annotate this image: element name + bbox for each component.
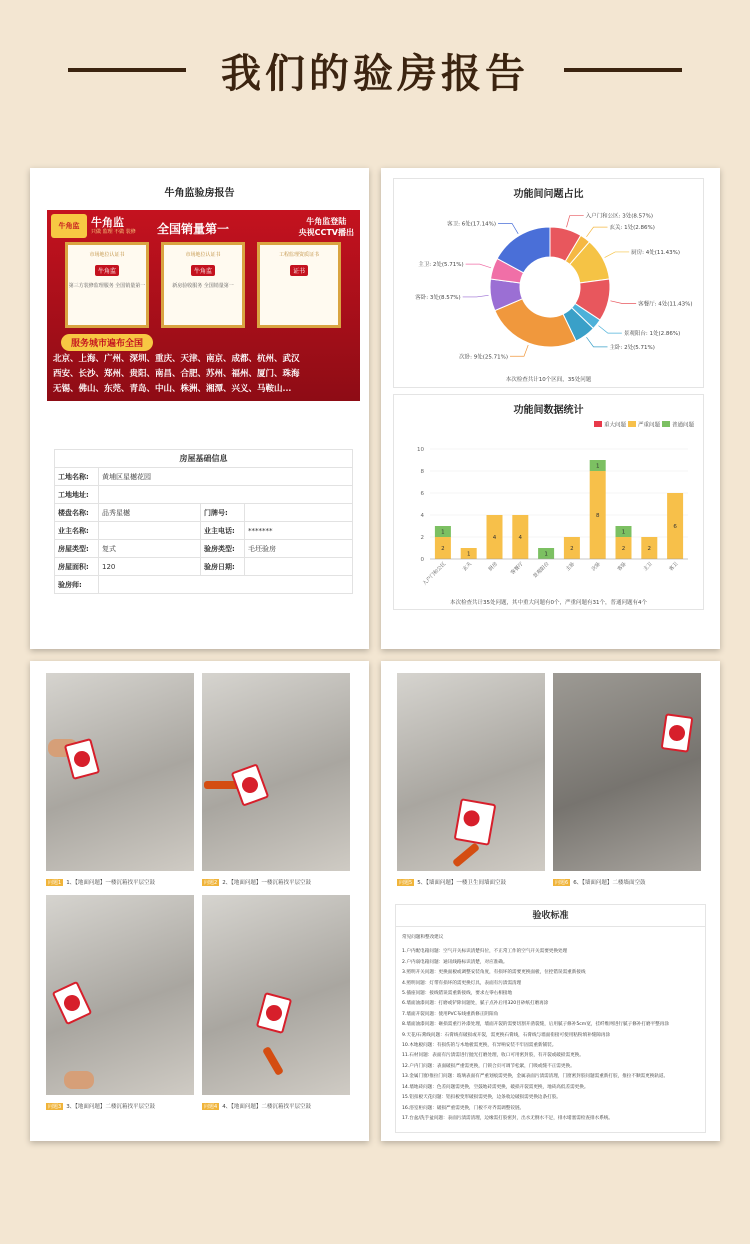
- standards-list: [402, 947, 699, 1124]
- pie-slice-label: 玄关: 1处(2.86%): [609, 225, 655, 232]
- standards-title: 验收标准: [396, 905, 705, 927]
- inspection-photo-5: [397, 673, 545, 871]
- standard-item: 3.照明开关问题：更换面板或调整安装角度，有损坏的需要更换面板，位控错误需重新接线: [402, 970, 586, 976]
- caption-text: 6、【墙面问题】二楼墙面空鼓: [573, 880, 646, 886]
- pie-leader-line: [605, 252, 630, 258]
- bar-value-label: 2: [570, 546, 574, 552]
- standard-item: 15.铝扣板天花问题：铝扣板变形破损需更换，边条收边破损需更换边条打胶。: [402, 1095, 561, 1101]
- x-tick-label: 客卧: [616, 561, 628, 573]
- bar-value-label: 2: [441, 546, 445, 552]
- certificate-desc: 第三方装修监理服务 全国销量第一: [68, 283, 146, 289]
- certificate-title: 市场地位认证书: [185, 252, 221, 258]
- standard-item: 9.天花/石膏线问题：石膏线有破损或开裂，需更换石膏线，石膏线与墙面衔接可使用粘粉填补缝隙再涂: [402, 1032, 611, 1038]
- page-title: 我们的验房报告: [221, 51, 529, 97]
- pie-leader-line: [610, 301, 636, 304]
- inspection-sign-image: [661, 713, 694, 753]
- site-label: 工地名称:: [55, 468, 99, 486]
- acceptance-standards: [395, 904, 706, 1133]
- cities-line: 西安、长沙、郑州、贵阳、南昌、合肥、苏州、福州、厦门、珠海: [53, 369, 300, 379]
- standard-item: 12.户内门问题：表面破损严重需更换，门锁合页可调节松紧，门吸或缝不正需更换。: [402, 1063, 575, 1069]
- tool-handle-image: [452, 842, 480, 867]
- building-label: 楼盘名称:: [55, 504, 99, 522]
- service-cities: [53, 352, 353, 397]
- inspection-sign-image: [64, 738, 100, 780]
- door-label: 门牌号:: [201, 504, 245, 522]
- issue-number-badge: 问题5: [399, 880, 413, 886]
- report-title: 牛角监验房报告: [164, 188, 235, 199]
- photo-caption-2: [202, 878, 311, 886]
- pie-leader-line: [466, 264, 491, 268]
- certificate-desc: 新房验收服务 全国销量第一: [172, 283, 234, 289]
- legend-swatch: [628, 421, 636, 427]
- standard-item: 13.金属门窗/推拉门问题：玻璃表面有严重划痕需更换，金属表面污渍需清理，门窗密封胶问题需重新打胶，推拉不顺需更换轨道。: [402, 1074, 669, 1080]
- x-tick-label: 客餐厅: [509, 561, 525, 577]
- caption-text: 3、【地面问题】二楼沉箱找平层空鼓: [66, 1104, 155, 1110]
- house-info-heading: 房屋基础信息: [55, 450, 353, 468]
- pie-slice-label: 客卧: 3处(8.57%): [415, 294, 461, 301]
- photo-caption-1: [46, 878, 155, 886]
- photo-caption-5: [397, 878, 506, 886]
- date-label: 验房日期:: [201, 558, 245, 576]
- standard-item: 14.墙地砖问题：色差问题需更换，空鼓地砖需更换，破损开裂需更换，地砖高低差需更换。: [402, 1084, 589, 1090]
- legend-label: 重大问题: [604, 422, 627, 429]
- pie-slice-label: 客卫: 6处(17.14%): [447, 221, 497, 228]
- caption-text: 2、【地面问题】一楼沉箱找平层空鼓: [222, 880, 311, 886]
- inspector-label: 验房师:: [55, 576, 99, 594]
- inspection-sign-image: [231, 763, 270, 806]
- banner-brand: 牛角监: [91, 216, 124, 229]
- bar-value-label: 1: [544, 551, 548, 558]
- address-value: [99, 486, 353, 504]
- bar-value-label: 1: [621, 529, 626, 536]
- legend-label: 严重问题: [638, 422, 661, 429]
- standard-item: 7.墙面开裂问题：使用PVC布线重新修正阴阳角: [402, 1011, 499, 1017]
- inspection-photo-6: [553, 673, 701, 871]
- photos-card-1: [30, 661, 369, 1141]
- pie-slice-label: 厨房: 4处(11.43%): [631, 249, 681, 256]
- address-label: 工地地址:: [55, 486, 99, 504]
- banner-cctv-line2: 央视CCTV播出: [298, 228, 354, 237]
- pie-slice-label: 次卧: 9处(25.71%): [459, 354, 508, 361]
- photo-caption-6: [553, 878, 645, 886]
- banner-cctv-line1: 牛角监登陆: [306, 217, 347, 226]
- pie-leader-line: [463, 295, 489, 297]
- y-tick-label: 8: [420, 469, 424, 475]
- issue-number-badge: 问题3: [48, 1104, 62, 1110]
- bar-value-label: 2: [621, 546, 626, 552]
- banner-headline: 全国销量第一: [157, 222, 230, 236]
- bar-caption: 本次检查共计35处问题，其中重大问题有0个，严重问题有31个，普通问题有4个: [450, 600, 647, 606]
- y-tick-label: 0: [420, 557, 424, 563]
- door-value: [245, 504, 353, 522]
- standards-intro: 常见问题和整改建议: [402, 935, 444, 940]
- owner-value: [99, 522, 201, 540]
- service-cities-pill: 服务城市遍布全国: [61, 334, 153, 351]
- inspector-value: [99, 576, 353, 594]
- cities-line: 北京、上海、广州、深圳、重庆、天津、南京、成都、杭州、武汉: [53, 354, 300, 364]
- standard-item: 16.浴室柜问题：破损严重需更换，门板不对齐需调整铰链。: [402, 1105, 525, 1111]
- inspection-sign-image: [454, 798, 497, 846]
- report-cover-card: [30, 168, 369, 649]
- tool-handle-image: [262, 1046, 284, 1076]
- inspection-sign-image: [256, 992, 292, 1034]
- photo-caption-3: [46, 1102, 155, 1110]
- certificate-label: 证书: [290, 265, 308, 276]
- inspection-sign-image: [52, 981, 93, 1025]
- photo-caption-4: [202, 1102, 311, 1110]
- house-type-label: 房屋类型:: [55, 540, 99, 558]
- x-tick-label: 厨房: [487, 561, 499, 573]
- pie-leader-line: [586, 227, 607, 237]
- banner-cctv: [299, 216, 354, 238]
- caption-text: 1、【地面问题】一楼沉箱找平层空鼓: [66, 880, 155, 886]
- standard-item: 10.木地板问题：有损伤的与木地板需更换，有异响安装不牢固需重新铺装。: [402, 1043, 557, 1049]
- bar-chart: [394, 417, 705, 593]
- y-tick-label: 6: [420, 491, 424, 497]
- site-value: 黄埔区星樾花园: [99, 468, 353, 486]
- inspection-type-value: 毛坯验房: [245, 540, 353, 558]
- standard-item: 1.户内配电箱问题：空气开关标识清楚归位，不正常工作的空气开关需要更换处理: [402, 949, 568, 955]
- pie-slice: [495, 299, 576, 347]
- x-tick-label: 玄关: [461, 561, 474, 573]
- certificate-3: [257, 242, 341, 328]
- phone-label: 业主电话:: [201, 522, 245, 540]
- issue-number-badge: 问题1: [48, 880, 62, 886]
- bar-value-label: 2: [647, 546, 652, 552]
- bar-value-label: 1: [595, 463, 600, 470]
- standard-item: 17.台盆/洗手盆问题：表面污渍需清理，边缘需打胶密封，出水无倒水不足，排水堵塞需检查排水系统。: [402, 1115, 613, 1121]
- standard-item: 11.石材问题：表面有污渍需进行抛光打磨处理，收口可用密封胶，有开裂或破损需更换。: [402, 1053, 584, 1059]
- brand-logo-icon: 牛角监: [51, 214, 87, 238]
- stats-card: [381, 168, 720, 649]
- cities-line: 无锡、佛山、东莞、青岛、中山、株洲、湘潭、兴义、马鞍山...: [53, 384, 292, 394]
- date-value: [245, 558, 353, 576]
- x-tick-label: 入户门和公区: [421, 561, 448, 587]
- pie-leader-line: [566, 216, 583, 228]
- caption-text: 4、【地面问题】二楼沉箱找平层空鼓: [222, 1104, 311, 1110]
- bar-value-label: 4: [492, 535, 497, 541]
- x-tick-label: 客卫: [668, 561, 680, 573]
- pie-title: 功能间问题占比: [513, 189, 584, 200]
- inspection-photo-1: [46, 673, 194, 871]
- standard-item: 4.照明问题：灯带有损坏的需更换灯具，表面有污渍需清理: [402, 980, 522, 986]
- pie-leader-line: [598, 326, 621, 333]
- bar-value-label: 1: [466, 551, 471, 558]
- hand-image: [64, 1071, 94, 1089]
- owner-label: 业主名称:: [55, 522, 99, 540]
- inspection-photo-4: [202, 895, 350, 1095]
- legend-swatch: [594, 421, 602, 427]
- pie-slice-label: 入户门和公区: 3处(8.57%): [585, 213, 654, 220]
- certificate-label: 牛角监: [191, 265, 215, 276]
- building-value: 品秀星樾: [99, 504, 201, 522]
- pie-slice-label: 客餐厅: 4处(11.43%): [638, 301, 693, 308]
- pie-panel: [393, 178, 704, 388]
- inspection-photo-2: [202, 673, 350, 871]
- certificate-title: 工程监理资质证书: [278, 252, 319, 258]
- certificate-title: 市场地位认证书: [89, 252, 125, 258]
- page-header: [0, 0, 750, 140]
- legend-label: 普通问题: [672, 422, 695, 429]
- x-tick-label: 主卧: [564, 561, 577, 573]
- inspection-type-label: 验房类型:: [201, 540, 245, 558]
- photos-standards-card: [381, 661, 720, 1141]
- caption-text: 5、【墙面问题】一楼卫生间墙面空鼓: [417, 880, 506, 886]
- bar-panel: [393, 394, 704, 610]
- header-divider-right: [564, 68, 682, 72]
- x-tick-label: 景观阳台: [532, 561, 551, 580]
- pie-leader-line: [498, 223, 518, 233]
- pie-chart: [394, 195, 705, 381]
- x-tick-label: 主卫: [642, 561, 654, 573]
- standard-item: 2.户内弱电箱问题：通讯线路标识清楚，对应准确。: [402, 959, 508, 965]
- y-tick-label: 4: [420, 513, 424, 519]
- bar-value-label: 8: [595, 513, 600, 519]
- bar-title: 功能间数据统计: [513, 405, 584, 416]
- phone-value: *******: [245, 522, 353, 540]
- bar-value-label: 6: [673, 524, 677, 530]
- standard-item: 6.墙面油漆问题：打磨或铲除问题处，腻子点补后用320目砂纸打磨再涂: [402, 1001, 549, 1007]
- certificate-2: [161, 242, 245, 328]
- pie-slice-label: 主卧: 2处(5.71%): [609, 344, 655, 351]
- pie-leader-line: [510, 345, 528, 356]
- area-label: 房屋面积:: [55, 558, 99, 576]
- banner-brand-sub: 只做 监理 不做 装修: [91, 229, 136, 235]
- issue-number-badge: 问题6: [555, 880, 569, 886]
- pie-slice-label: 主卫: 2处(5.71%): [418, 262, 464, 269]
- pie-leader-line: [586, 337, 607, 347]
- certificate-label: 牛角监: [95, 265, 119, 276]
- legend-swatch: [662, 421, 670, 427]
- pie-caption: 本次检查共计10个区间，35处问题: [505, 377, 592, 383]
- issue-number-badge: 问题4: [204, 1104, 218, 1110]
- issue-number-badge: 问题2: [204, 880, 218, 886]
- standard-item: 5.插座问题：接线错误需重新接线，要求左零右相接地: [402, 991, 513, 997]
- house-type-value: 复式: [99, 540, 201, 558]
- pie-slice-label: 景观阳台: 1处(2.86%): [623, 331, 681, 338]
- area-value: 120: [99, 558, 201, 576]
- x-tick-label: 次卧: [590, 561, 603, 573]
- y-tick-label: 10: [417, 447, 424, 453]
- brand-banner: [47, 210, 360, 401]
- bar-value-label: 4: [518, 535, 523, 541]
- house-info-table: [54, 449, 353, 594]
- bar-value-label: 1: [441, 529, 445, 536]
- standard-item: 8.墙面油漆问题：砸损需重行补漆处理，墙面开裂的需要切割开凿裂缝，后用腻子修补5cm宽，挂纤维网进行腻子修补打磨平整再涂: [402, 1022, 669, 1028]
- inspection-photo-3: [46, 895, 194, 1095]
- certificate-1: [65, 242, 149, 328]
- y-tick-label: 2: [420, 535, 424, 541]
